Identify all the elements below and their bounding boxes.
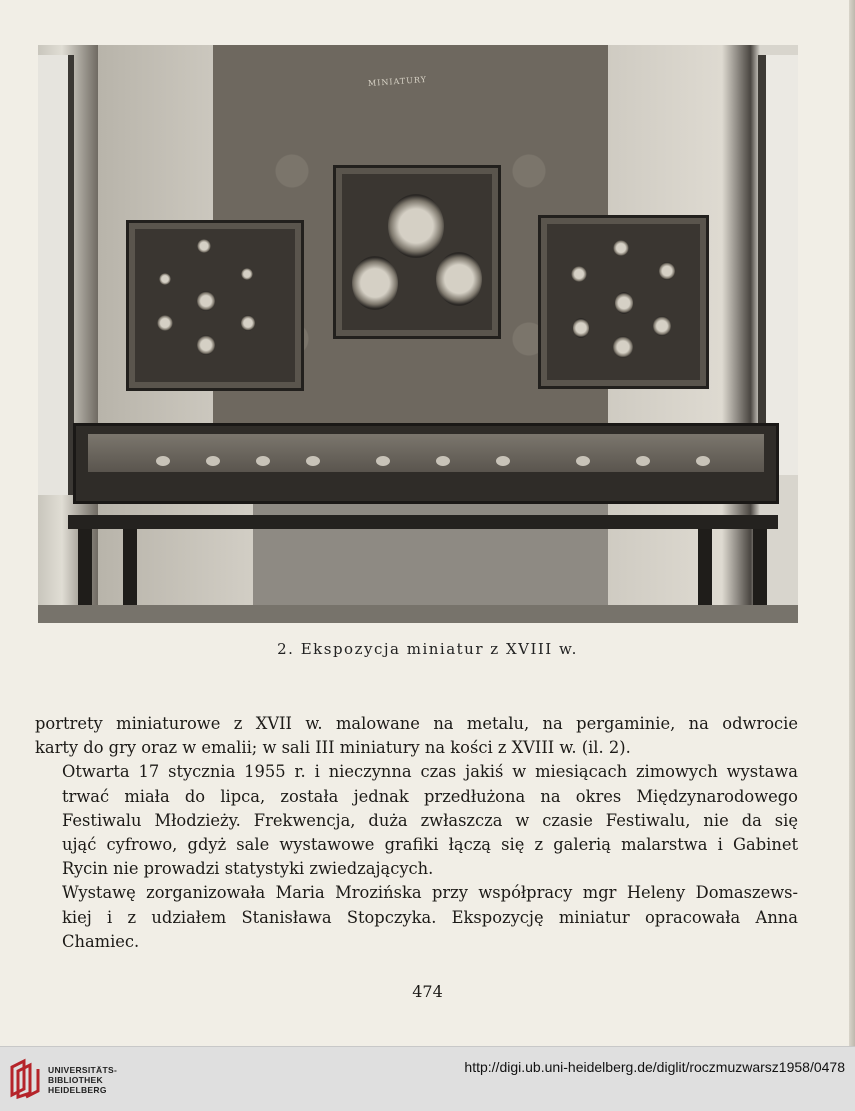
text-line: portrety miniaturowe z XVII w. malowane na metalu, na pergaminie, na odwrocie (35, 714, 798, 733)
right-window (758, 55, 798, 475)
text-line: karty do gry oraz w emalii; w sali III miniatury na kości z XVIII w. (il. 2). (35, 738, 631, 758)
library-name: UNIVERSITÄTS- BIBLIOTHEK HEIDELBERG (48, 1065, 118, 1095)
text-line: Chamiec. (62, 931, 140, 951)
exhibition-photograph (38, 45, 798, 623)
miniatures-frame-center (333, 165, 501, 339)
text-line: Rycin nie prowadzi statystyki zwiedzających. (62, 859, 434, 879)
paragraph-3 (35, 881, 798, 954)
text-line: trwać miała do lipca, została jednak przedłużona na okres Międzynarodowego (62, 786, 798, 806)
footer-bar (0, 1046, 855, 1111)
left-window (38, 55, 74, 495)
display-showcase (73, 423, 779, 504)
page-edge (849, 0, 855, 1046)
tapestry-title: MINIATURY (367, 74, 428, 89)
paragraph-2 (35, 760, 798, 881)
page-number: 474 (412, 982, 443, 1001)
miniatures-frame-left (126, 220, 304, 391)
text-line: Festiwalu Młodzieży. Frekwencja, duża zwłaszcza w czasie Festiwalu, nie da się (62, 810, 798, 830)
library-logo-icon (8, 1057, 42, 1099)
source-url-link[interactable]: http://digi.ub.uni-heidelberg.de/diglit/roczmuzwarsz1958/0478 (464, 1059, 845, 1075)
figure-caption: 2. Ekspozycja miniatur z XVIII w. (277, 640, 578, 658)
text-line: Wystawę zorganizowała Maria Mrozińska przy współpracy mgr Heleny Domaszews- (62, 883, 798, 903)
text-line: ująć cyfrowo, gdyż sale wystawowe grafiki łączą się z galerią malarstwa i Gabinet (62, 835, 798, 855)
text-line: Otwarta 17 stycznia 1955 r. i nieczynna czas jakiś w miesiącach zimowych wystawa (62, 762, 798, 782)
text-line: kiej i z udziałem Stanisława Stopczyka. Ekspozycję miniatur opracowała Anna (62, 907, 798, 927)
miniatures-frame-right (538, 215, 709, 389)
paragraph-1 (35, 712, 798, 760)
body-text (35, 712, 798, 954)
